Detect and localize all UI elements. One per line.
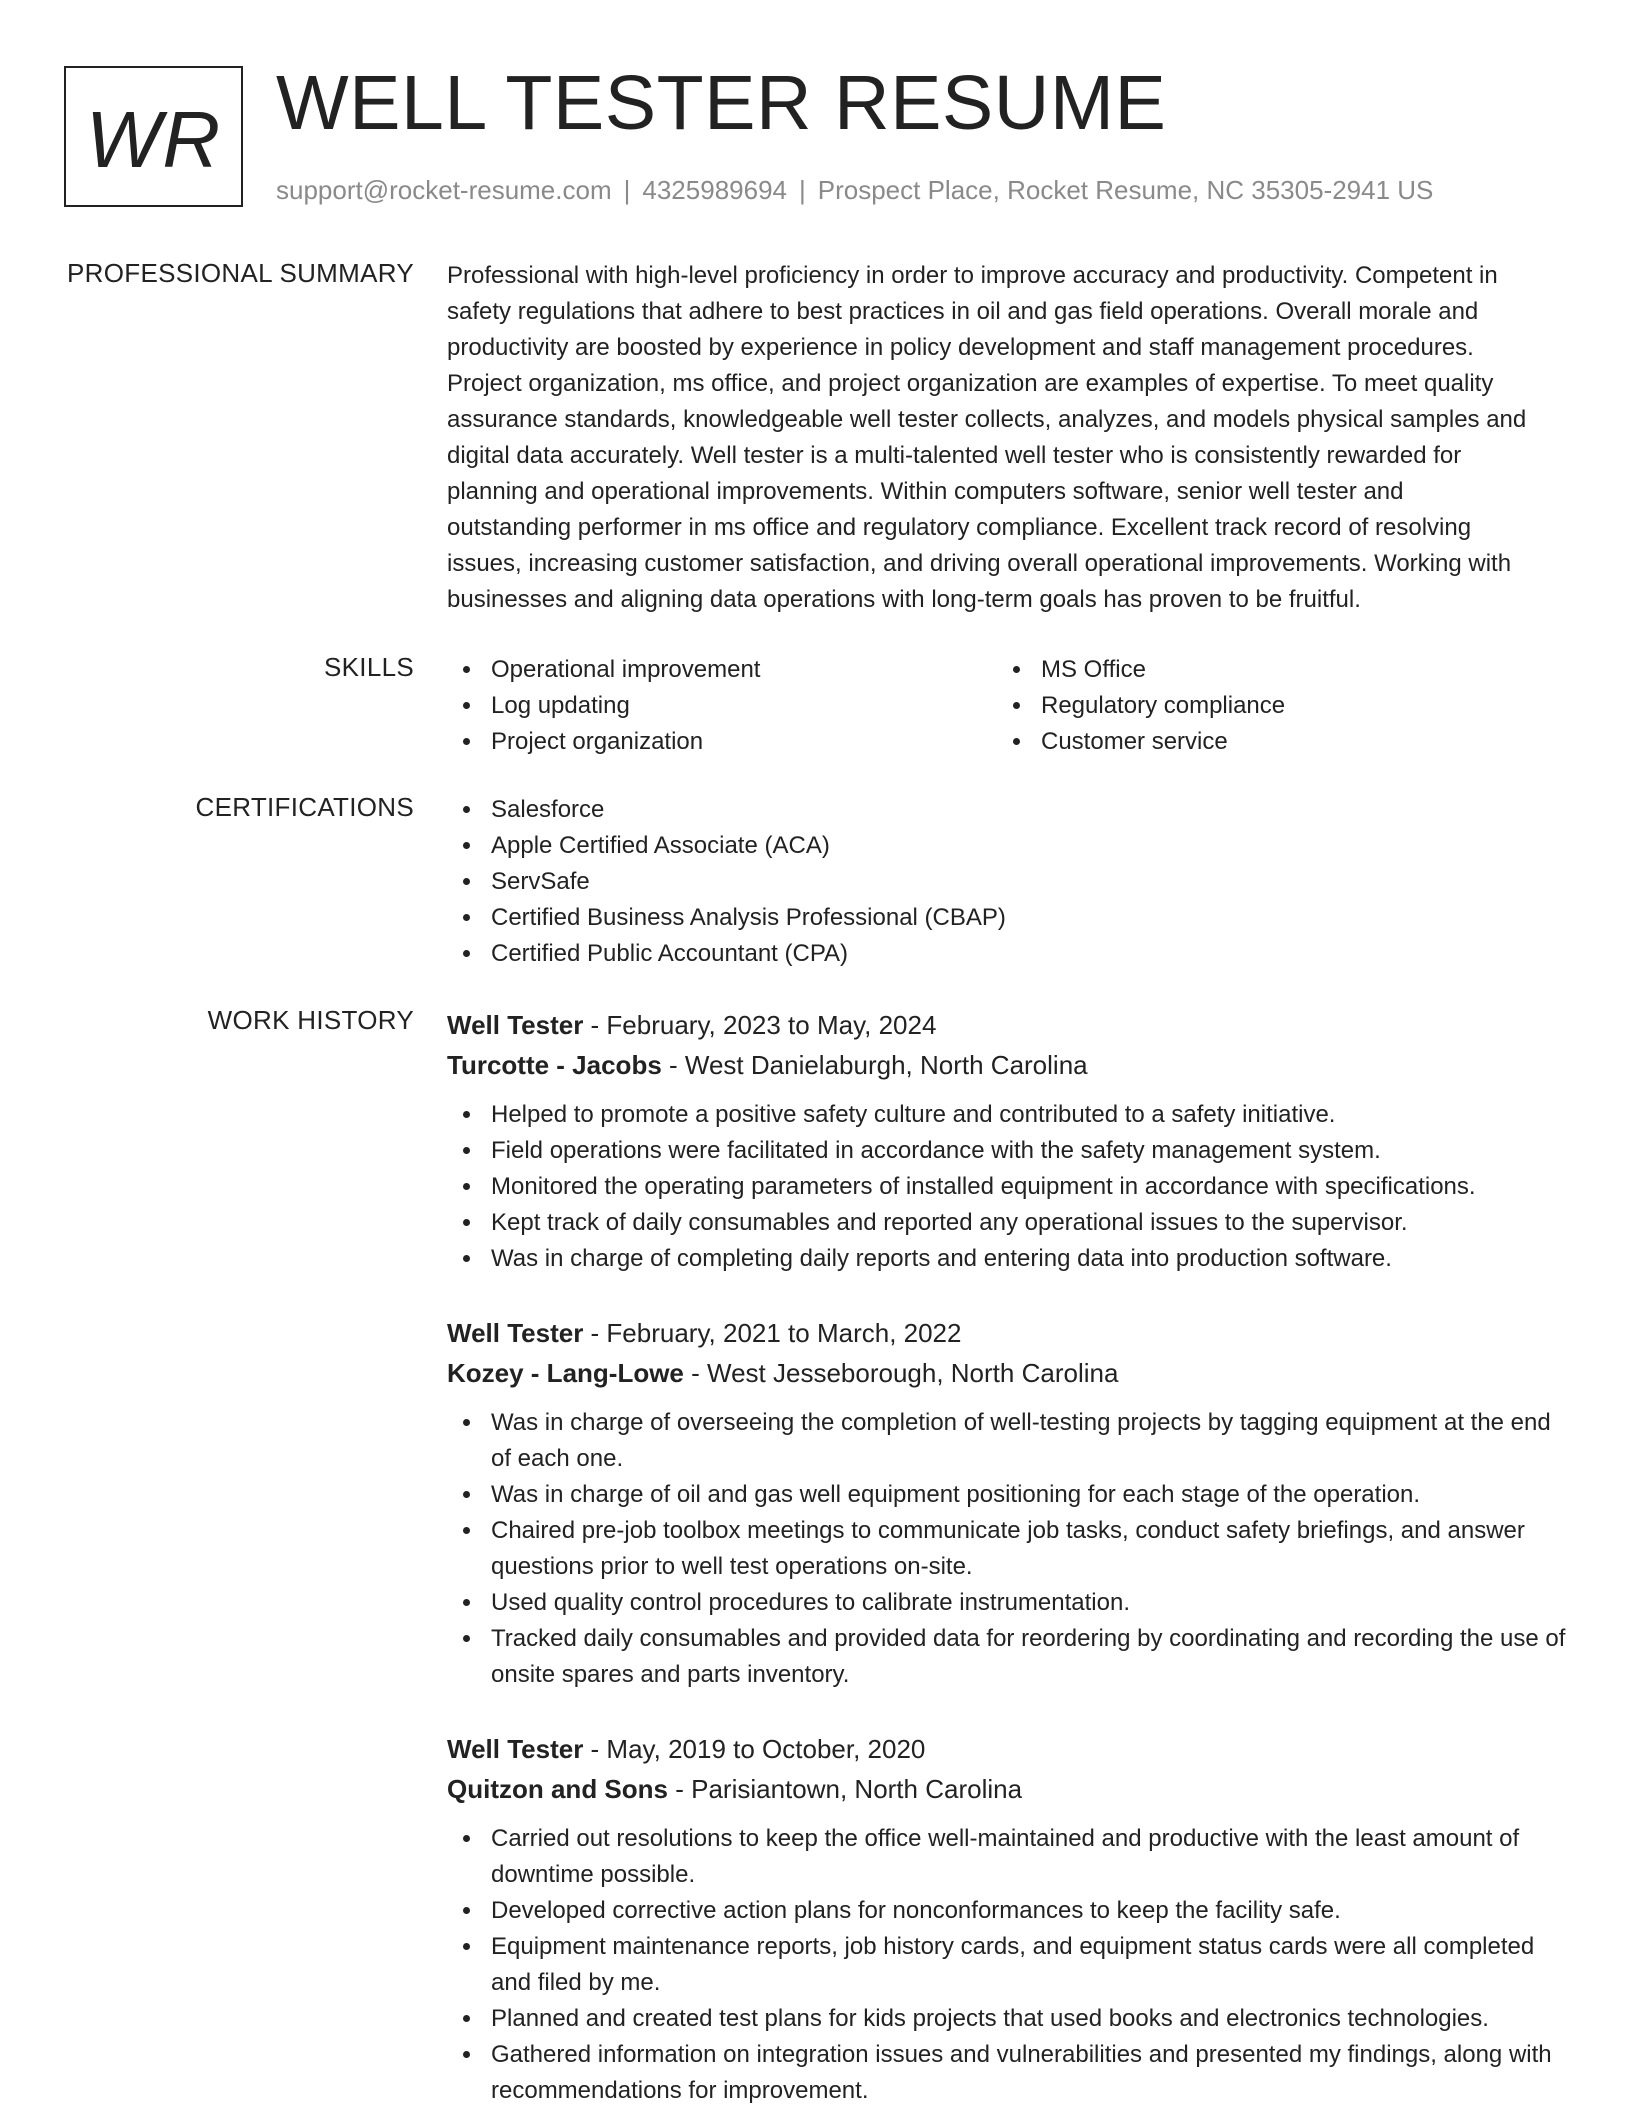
job-bullet: Carried out resolutions to keep the office well-maintained and productive with the least amount of downtime possible.	[447, 1821, 1567, 1893]
job-location: - West Jesseborough, North Carolina	[691, 1358, 1119, 1388]
skills-list-left	[447, 652, 997, 760]
skill-item: Customer service	[997, 724, 1547, 760]
job-location: - Parisiantown, North Carolina	[675, 1774, 1023, 1804]
skill-item: Regulatory compliance	[997, 688, 1547, 724]
monogram-initials: WR	[85, 94, 222, 184]
job-bullet: Tracked daily consumables and provided data for reordering by coordinating and recording the use of onsite spares and parts inventory.	[447, 1621, 1567, 1693]
job-entry	[447, 1729, 1567, 2109]
job-bullet: Chaired pre-job toolbox meetings to communicate job tasks, conduct safety briefings, and answer questions prior to well test operations on-site.	[447, 1513, 1567, 1585]
job-bullet: Field operations were facilitated in accordance with the safety management system.	[447, 1133, 1567, 1169]
work-history-heading: WORK HISTORY	[207, 1005, 414, 1035]
job-title: Well Tester	[447, 1318, 584, 1348]
job-company-line	[447, 1353, 1567, 1393]
certification-item: Certified Public Accountant (CPA)	[447, 936, 1567, 972]
contact-address: Prospect Place, Rocket Resume, NC 35305-2941 US	[817, 175, 1434, 205]
job-company: Turcotte - Jacobs	[447, 1050, 662, 1080]
job-bullet: Was in charge of completing daily reports and entering data into production software.	[447, 1241, 1567, 1277]
summary-line: businesses and aligning data operations with long-term goals has proven to be fruitful.	[447, 586, 1361, 613]
skill-item: Log updating	[447, 688, 997, 724]
job-company: Quitzon and Sons	[447, 1774, 668, 1804]
contact-email[interactable]: support@rocket-resume.com	[276, 175, 612, 205]
summary-line: digital data accurately. Well tester is a multi-talented well tester who is consistently rewarded for	[447, 442, 1462, 469]
contact-separator: |	[623, 175, 631, 205]
job-title: Well Tester	[447, 1010, 584, 1040]
job-bullet: Used quality control procedures to calibrate instrumentation.	[447, 1585, 1567, 1621]
skill-item: MS Office	[997, 652, 1547, 688]
job-title: Well Tester	[447, 1734, 584, 1764]
job-bullet: Kept track of daily consumables and reported any operational issues to the supervisor.	[447, 1205, 1567, 1241]
job-dates: - February, 2021 to March, 2022	[590, 1318, 962, 1348]
skill-item: Operational improvement	[447, 652, 997, 688]
job-bullet: Planned and created test plans for kids projects that used books and electronics technologies.	[447, 2001, 1567, 2037]
skills-heading: SKILLS	[324, 652, 414, 682]
job-bullets	[447, 1097, 1567, 1277]
skills-list-right	[997, 652, 1547, 760]
job-location: - West Danielaburgh, North Carolina	[669, 1050, 1088, 1080]
job-bullet: Developed corrective action plans for nonconformances to keep the facility safe.	[447, 1893, 1567, 1929]
job-entry	[447, 1313, 1567, 1693]
certification-item: Salesforce	[447, 792, 1567, 828]
summary-line: planning and operational improvements. Within computers software, senior well tester and	[447, 478, 1404, 505]
contact-separator: |	[799, 175, 806, 205]
skill-item: Project organization	[447, 724, 997, 760]
job-bullet: Was in charge of oil and gas well equipment positioning for each stage of the operation.	[447, 1477, 1567, 1513]
certifications-heading: CERTIFICATIONS	[195, 792, 414, 822]
certifications-list	[447, 792, 1567, 972]
certification-item: Apple Certified Associate (ACA)	[447, 828, 1567, 864]
contact-phone[interactable]: 4325989694	[642, 175, 787, 205]
job-bullet: Monitored the operating parameters of installed equipment in accordance with specifications.	[447, 1169, 1567, 1205]
monogram-box	[64, 66, 243, 207]
summary-line: issues, increasing customer satisfaction, and driving overall operational improvements. Working with	[447, 550, 1512, 577]
resume-title: WELL TESTER RESUME	[276, 60, 1167, 146]
summary-line: productivity are boosted by experience in policy development and staff management procedures.	[447, 334, 1474, 361]
summary-line: Project organization, ms office, and project organization are examples of expertise. To meet quality	[447, 370, 1494, 397]
job-bullet: Gathered information on integration issues and vulnerabilities and presented my findings, along with recommendations for improvement.	[447, 2037, 1567, 2109]
contact-line	[276, 172, 1433, 208]
job-bullet: Was in charge of overseeing the completion of well-testing projects by tagging equipment at the end of each one.	[447, 1405, 1567, 1477]
job-title-line	[447, 1729, 1567, 1769]
summary-line: safety regulations that adhere to best practices in oil and gas field operations. Overall morale and	[447, 298, 1479, 325]
job-title-line	[447, 1005, 1567, 1045]
job-entry	[447, 1005, 1567, 1277]
certification-item: ServSafe	[447, 864, 1567, 900]
summary-text	[447, 258, 1567, 618]
job-bullets	[447, 1821, 1567, 2109]
job-title-line	[447, 1313, 1567, 1353]
job-bullets	[447, 1405, 1567, 1693]
job-bullet: Helped to promote a positive safety culture and contributed to a safety initiative.	[447, 1097, 1567, 1133]
job-dates: - February, 2023 to May, 2024	[590, 1010, 937, 1040]
certification-item: Certified Business Analysis Professional (CBAP)	[447, 900, 1567, 936]
job-dates: - May, 2019 to October, 2020	[590, 1734, 926, 1764]
summary-heading: PROFESSIONAL SUMMARY	[67, 258, 414, 288]
job-company-line	[447, 1045, 1567, 1085]
summary-line: Professional with high-level proficiency in order to improve accuracy and productivity. Competent in	[447, 262, 1498, 289]
job-company: Kozey - Lang-Lowe	[447, 1358, 684, 1388]
job-company-line	[447, 1769, 1567, 1809]
job-bullet: Equipment maintenance reports, job history cards, and equipment status cards were all completed and filed by me.	[447, 1929, 1567, 2001]
summary-line: outstanding performer in ms office and regulatory compliance. Excellent track record of resolving	[447, 514, 1472, 541]
summary-line: assurance standards, knowledgeable well tester collects, analyzes, and models physical samples and	[447, 406, 1527, 433]
